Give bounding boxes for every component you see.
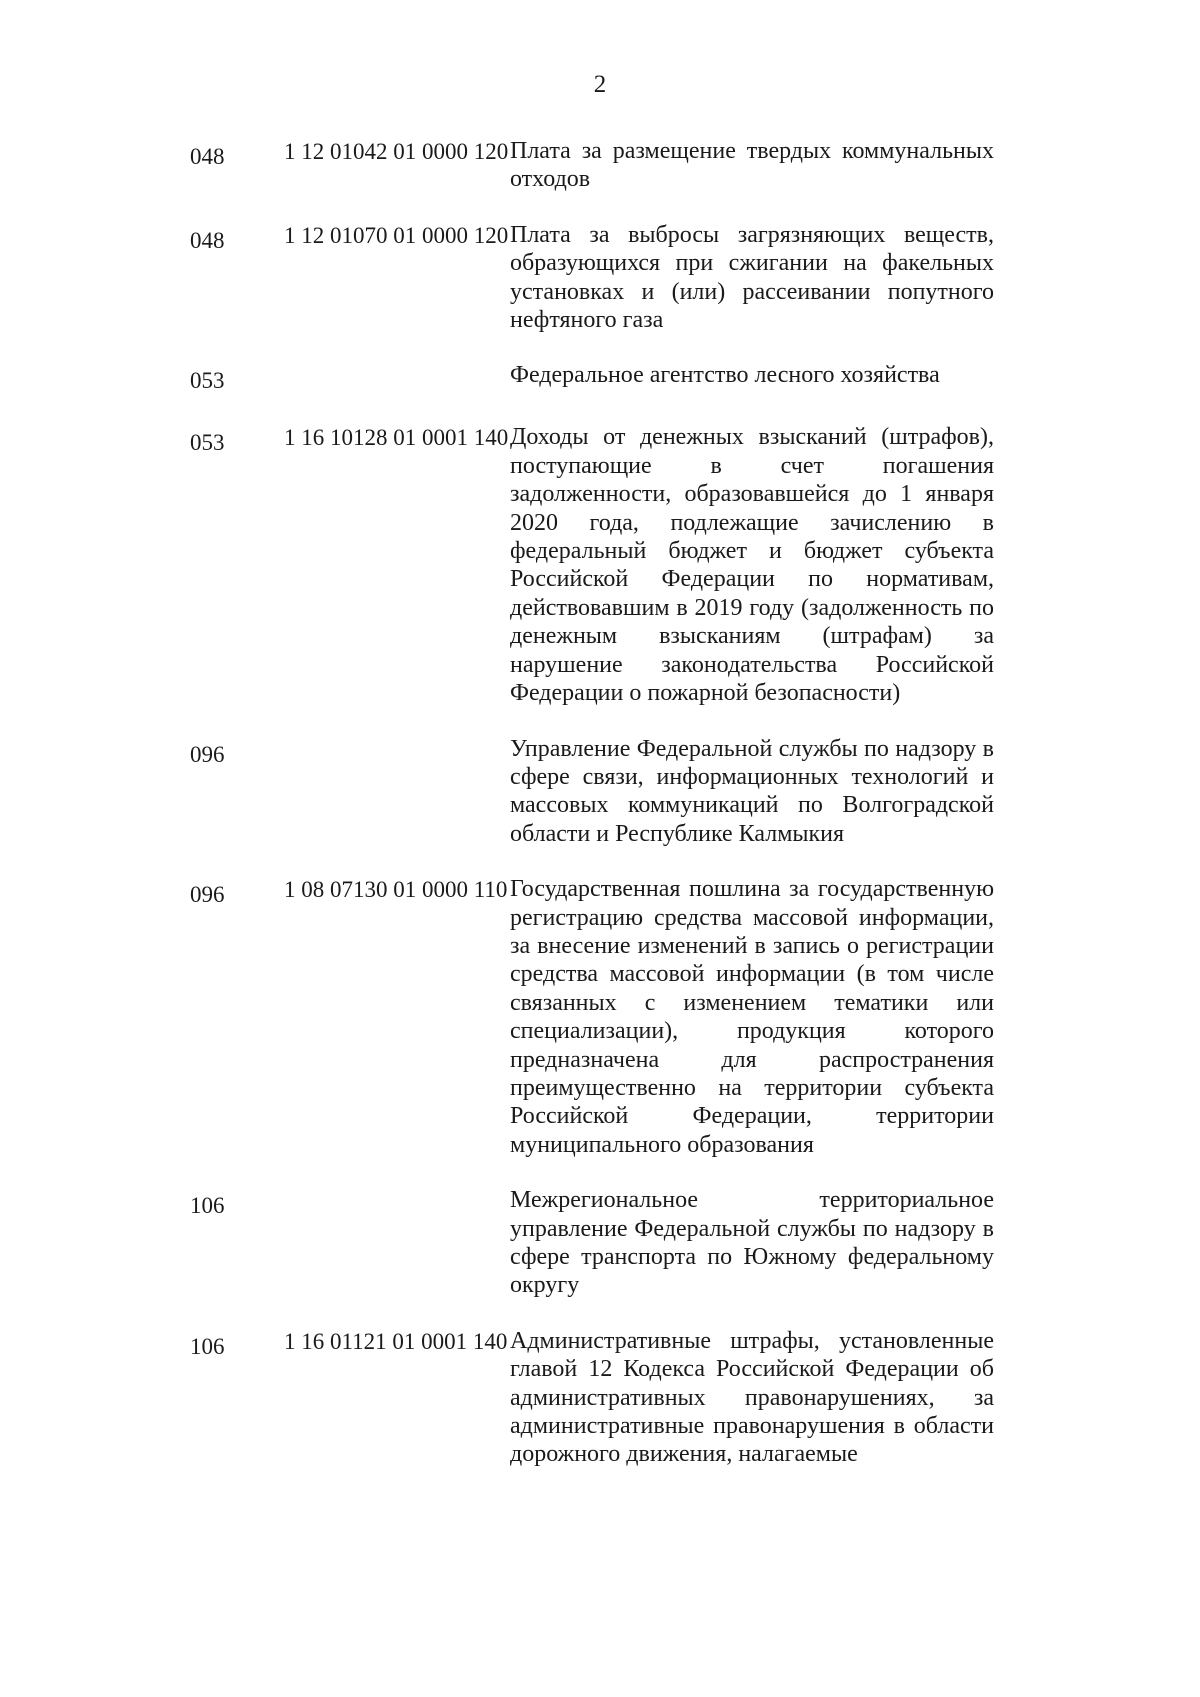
revenue-name-cell: Административные штрафы, установленные главой 12 Кодекса Российской Федерации об административных правонарушениях, за административные правонарушения в области дорожного движения, налагаемые <box>510 1327 994 1468</box>
admin-code-cell: 048 <box>190 144 225 169</box>
admin-code-cell: 096 <box>190 741 225 767</box>
table-row <box>0 735 1200 849</box>
kbk-code-cell: 1 12 01042 01 0000 120 <box>284 139 509 164</box>
revenue-name-cell: Доходы от денежных взысканий (штрафов), поступающие в счет погашения задолженности, образовавшейся до 1 января 2020 года, подлежащие зачислению в федеральный бюджет и бюджет субъекта Российской Федерации по нормативам, действовавшим в 2019 году (задолженность по денежным взысканиям (штрафам) за нарушение законодательства Российской Федерации о пожарной безопасности) <box>510 424 994 707</box>
table-row <box>0 423 1200 707</box>
kbk-code-cell: 1 16 01121 01 0001 140 <box>284 1328 508 1354</box>
admin-code-cell: 106 <box>190 1333 225 1359</box>
revenue-name-cell: Плата за размещение твердых коммунальных отходов <box>510 138 994 193</box>
admin-code-cell: 053 <box>190 368 225 394</box>
admin-code-cell: 106 <box>190 1193 225 1219</box>
revenue-codes-table <box>0 137 1200 1496</box>
table-row <box>0 221 1200 335</box>
administrator-name-cell: Управление Федеральной службы по надзору в сфере связи, информационных технологий и массовых коммуникаций по Волгоградской области и Республике Калмыкия <box>510 735 994 847</box>
admin-code-cell: 053 <box>190 430 225 456</box>
page-number: 2 <box>593 71 607 98</box>
kbk-code-cell: 1 16 10128 01 0001 140 <box>284 425 509 451</box>
kbk-code-cell: 1 08 07130 01 0000 110 <box>284 877 508 903</box>
administrator-name-cell: Федеральное агентство лесного хозяйства <box>510 362 940 389</box>
admin-code-cell: 096 <box>190 882 225 908</box>
admin-code-cell: 048 <box>190 227 225 253</box>
table-row <box>0 1186 1200 1300</box>
table-row <box>0 361 1200 396</box>
table-row <box>0 137 1200 194</box>
administrator-name-cell: Межрегиональное территориальное управление Федеральной службы по надзору в сфере транспорта по Южному федеральному округу <box>510 1187 994 1299</box>
kbk-code-cell: 1 12 01070 01 0000 120 <box>284 222 509 248</box>
revenue-name-cell: Государственная пошлина за государственную регистрацию средства массовой информации, за внесение изменений в запись о регистрации средства массовой информации (в том числе связанных с изменением тематики или специализации), продукция которого предназначена для распространения преимущественно на территории субъекта Российской Федерации, территории муниципального образования <box>510 876 994 1158</box>
revenue-name-cell: Плата за выбросы загрязняющих веществ, образующихся при сжигании на факельных установках и (или) рассеивании попутного нефтяного газа <box>510 221 994 334</box>
table-row <box>0 1327 1200 1469</box>
table-row <box>0 875 1200 1159</box>
